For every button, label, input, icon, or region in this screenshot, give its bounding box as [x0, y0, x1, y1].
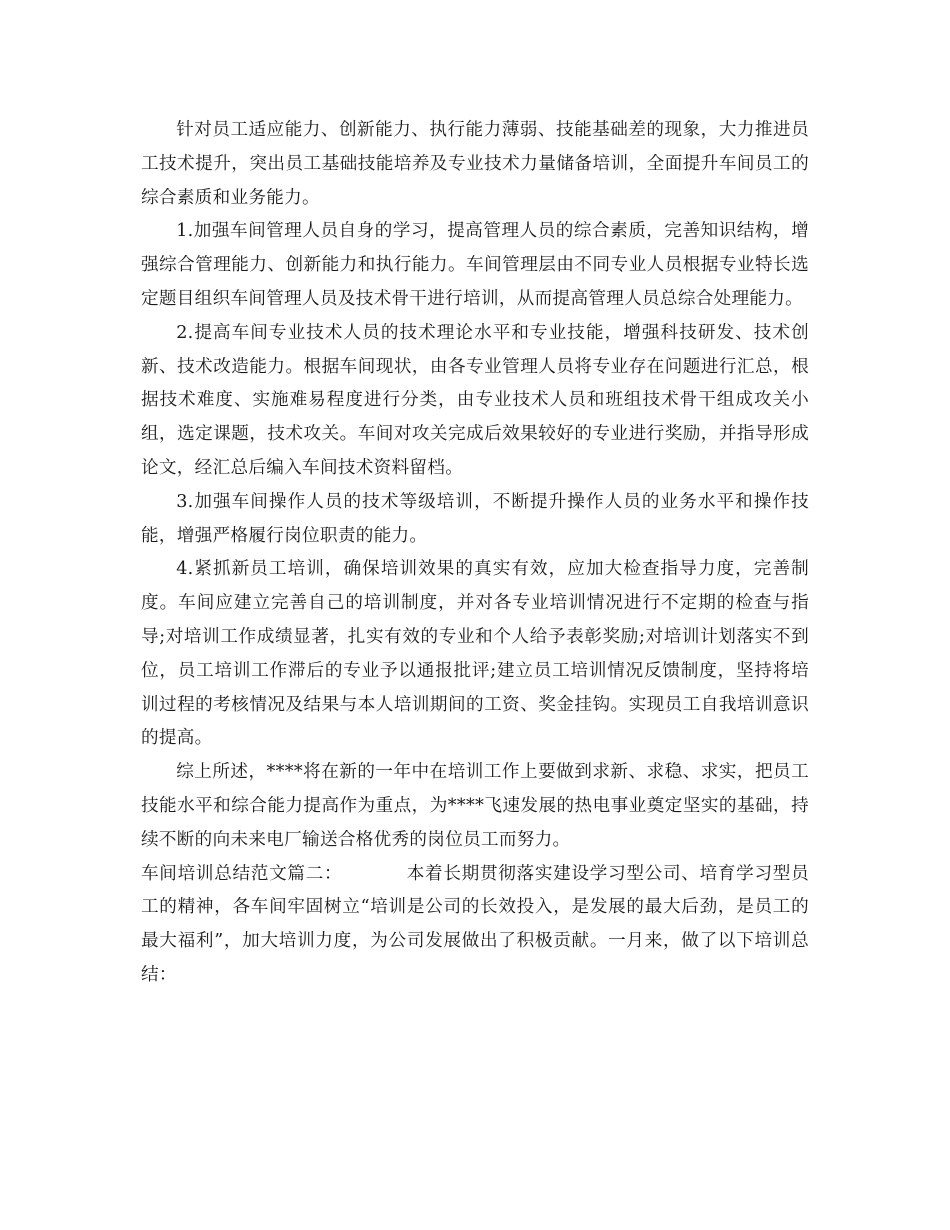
- paragraph-item-4: 4.紧抓新员工培训，确保培训效果的真实有效，应加大检查指导力度，完善制度。车间应建立完善自己的培训制度，并对各专业培训情况进行不定期的检查与指导;对培训工作成绩显著，扎实有效的专业和个人给予表彰奖励;对培训计划落实不到位，员工培训工作滞后的专业予以通报批评;建立员工培训情况反馈制度，坚持将培训过程的考核情况及结果与本人培训期间的工资、奖金挂钩。实现员工自我培训意识的提高。: [141, 559, 809, 749]
- section-heading: 车间培训总结范文篇二：: [141, 863, 343, 884]
- paragraph-intro: 针对员工适应能力、创新能力、执行能力薄弱、技能基础差的现象，大力推进员工技术提升，突出员工基础技能培养及专业技术力量储备培训，全面提升车间员工的综合素质和业务能力。: [141, 120, 809, 208]
- paragraph-summary: 综上所述，****将在新的一年中在培训工作上要做到求新、求稳、求实，把员工技能水平和综合能力提高作为重点，为****飞速发展的热电事业奠定坚实的基础，持续不断的向未来电厂输送合格优秀的岗位员工而努力。: [141, 762, 809, 850]
- paragraph-section-two: [141, 858, 809, 993]
- paragraph-item-2: 2.提高车间专业技术人员的技术理论水平和专业技能，增强科技研发、技术创新、技术改造能力。根据车间现状，由各专业管理人员将专业存在问题进行汇总，根据技术难度、实施难易程度进行分类，由专业技术人员和班组技术骨干组成攻关小组，选定课题，技术攻关。车间对攻关完成后效果较好的专业进行奖励，并指导形成论文，经汇总后编入车间技术资料留档。: [141, 322, 809, 478]
- document-body: [141, 114, 809, 993]
- section-text: 本着长期贯彻落实建设学习型公司、培育学习型员工的精神，各车间牢固树立“培训是公司的长效投入，是发展的最大后劲，是员工的最大福利”，加大培训力度，为公司发展做出了积极贡献。一月来，做了以下培训总结：: [141, 863, 809, 985]
- paragraph-item-1: 1.加强车间管理人员自身的学习，提高管理人员的综合素质，完善知识结构，增强综合管理能力、创新能力和执行能力。车间管理层由不同专业人员根据专业特长选定题目组织车间管理人员及技术骨干进行培训，从而提高管理人员总综合处理能力。: [141, 221, 809, 309]
- paragraph-item-3: 3.加强车间操作人员的技术等级培训，不断提升操作人员的业务水平和操作技能，增强严格履行岗位职责的能力。: [141, 491, 809, 546]
